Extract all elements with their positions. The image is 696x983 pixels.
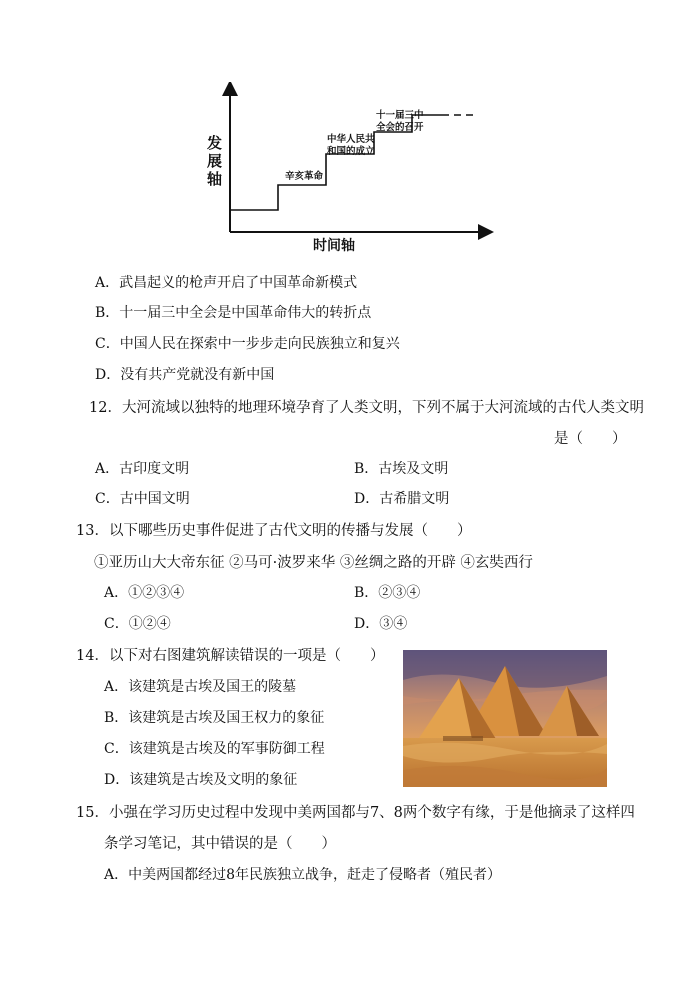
q11-option-a: A．武昌起义的枪声开启了中国革命新模式 (95, 275, 358, 291)
q14-option-c: C．该建筑是古埃及的军事防御工程 (104, 741, 325, 757)
q13-option-a: A．①②③④ (104, 585, 185, 601)
pyramids-photo (403, 650, 607, 787)
step-label-plenum-1: 十一届三中 (376, 110, 424, 121)
q15-stem-line2: 条学习笔记，其中错误的是（ ） (104, 836, 336, 852)
step-label-plenum-2: 全会的召开 (376, 122, 424, 133)
q12-stem: 12．大河流域以独特的地理环境孕育了人类文明，下列不属于大河流域的古代人类文明 (89, 400, 644, 416)
q11-option-d: D．没有共产党就没有新中国 (95, 367, 275, 383)
q13-option-b: B．②③④ (354, 585, 421, 601)
q14-option-d: D．该建筑是古埃及文明的象征 (104, 772, 298, 788)
q14-option-b: B．该建筑是古埃及国王权力的象征 (104, 710, 325, 726)
x-axis-label: 时间轴 (313, 238, 355, 254)
q12-stem-end: 是（ ） (554, 431, 627, 447)
q14-stem: 14．以下对右图建筑解读错误的一项是（ ） (76, 648, 385, 664)
q13-option-c: C．①②④ (104, 616, 171, 632)
q12-option-a: A．古印度文明 (95, 461, 190, 477)
step-label-xinhai: 辛亥革命 (285, 171, 324, 182)
q12-option-c: C．古中国文明 (95, 491, 190, 507)
y-label-3: 轴 (207, 170, 223, 188)
q11-option-b: B．十一届三中全会是中国革命伟大的转折点 (95, 305, 372, 321)
step-label-prc-2: 和国的成立 (327, 146, 375, 157)
development-step-diagram (196, 82, 496, 254)
q12-option-b: B．古埃及文明 (354, 461, 449, 477)
q15-stem-line1: 15．小强在学习历史过程中发现中美两国都与7、8两个数字有缘，于是他摘录了这样四 (76, 805, 635, 821)
q11-option-c: C．中国人民在探索中一步步走向民族独立和复兴 (95, 336, 400, 352)
y-label-2: 展 (207, 152, 223, 170)
y-label-1: 发 (207, 134, 223, 152)
step-label-prc-1: 中华人民共 (327, 134, 375, 145)
q13-stem: 13．以下哪些历史事件促进了古代文明的传播与发展（ ） (76, 523, 472, 539)
q13-items: ①亚历山大大帝东征 ②马可·波罗来华 ③丝绸之路的开辟 ④玄奘西行 (94, 555, 533, 571)
q15-option-a: A．中美两国都经过8年民族独立战争，赶走了侵略者（殖民者） (104, 867, 502, 883)
q14-option-a: A．该建筑是古埃及国王的陵墓 (104, 679, 297, 695)
q13-option-d: D．③④ (354, 616, 408, 632)
q12-option-d: D．古希腊文明 (354, 491, 450, 507)
